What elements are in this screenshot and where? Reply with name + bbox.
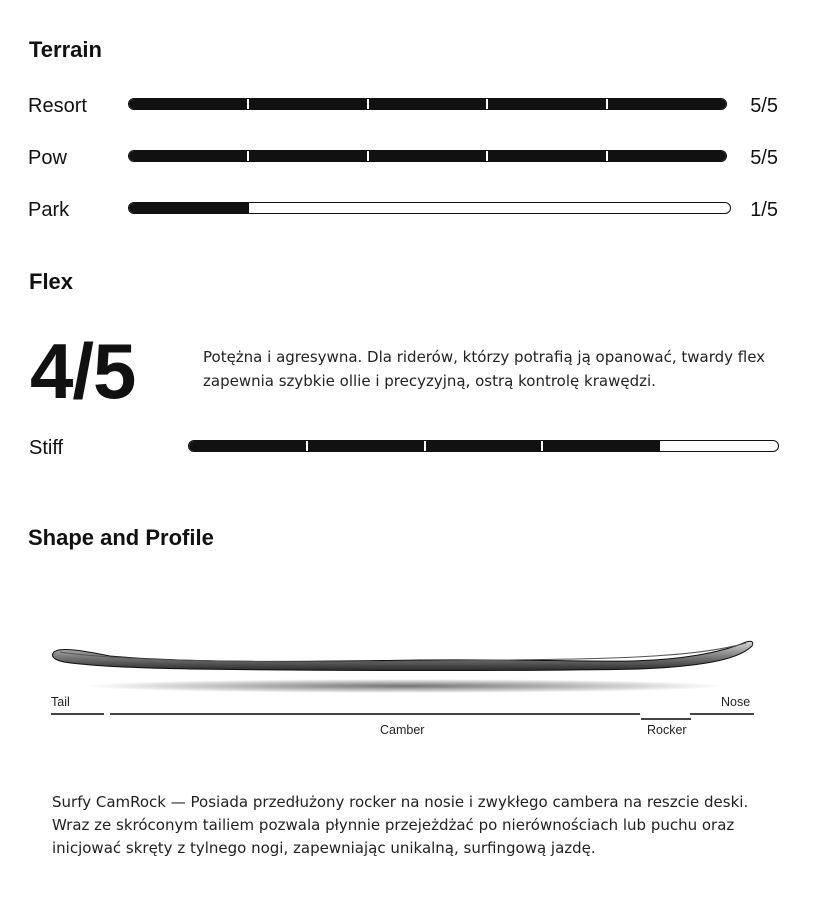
terrain-row-value: 1/5 bbox=[750, 199, 778, 221]
bar-segment-divider bbox=[486, 150, 488, 162]
rating-bar bbox=[128, 202, 731, 214]
profile-title: Shape and Profile bbox=[28, 525, 214, 550]
rocker-line bbox=[641, 718, 691, 720]
terrain-title: Terrain bbox=[29, 37, 102, 62]
bar-segment-divider bbox=[367, 98, 369, 110]
bar-segment-divider bbox=[606, 98, 608, 110]
flex-bar bbox=[188, 440, 779, 452]
terrain-row-label: Resort bbox=[28, 95, 87, 117]
bar-segment-divider bbox=[541, 440, 543, 452]
camber-line bbox=[110, 713, 640, 715]
terrain-row-value: 5/5 bbox=[750, 95, 778, 117]
camber-label: Camber bbox=[380, 723, 425, 737]
bar-segment-divider bbox=[247, 98, 249, 110]
nose-label: Nose bbox=[721, 695, 751, 709]
flex-big-value: 4/5 bbox=[30, 327, 136, 415]
tail-label: Tail bbox=[51, 695, 70, 709]
bar-segment-divider bbox=[306, 440, 308, 452]
bar-segment-divider bbox=[486, 98, 488, 110]
flex-description: Potężna i agresywna. Dla riderów, którzy potrafią ją opanować, twardy flex zapewnia szybkie ollie i precyzyjną, ostrą kontrolę krawędzi. bbox=[203, 348, 766, 390]
bar-fill bbox=[129, 203, 249, 213]
bar-segment-divider bbox=[247, 150, 249, 162]
rocker-label: Rocker bbox=[647, 723, 687, 737]
bar-segment-divider bbox=[606, 150, 608, 162]
bar-segment-divider bbox=[367, 150, 369, 162]
bar-fill bbox=[129, 99, 726, 109]
rating-bar bbox=[128, 98, 727, 110]
rating-bar bbox=[128, 150, 727, 162]
terrain-row-label: Pow bbox=[28, 147, 67, 169]
bar-fill bbox=[129, 151, 726, 161]
board-profile-image bbox=[40, 628, 770, 698]
flex-scale-label: Stiff bbox=[29, 437, 64, 459]
profile-description: Surfy CamRock — Posiada przedłużony rocker na nosie i zwykłego cambera na reszcie deski. Wraz ze skróconym tailiem pozwala płynnie przejeżdżać po nierównościach lub puchu oraz inicjować skręty z tylnego nogi, zapewniając unikalną, surfingową jazdę. bbox=[52, 793, 749, 857]
terrain-row-label: Park bbox=[28, 199, 70, 221]
bar-segment-divider bbox=[424, 440, 426, 452]
flex-title: Flex bbox=[29, 269, 74, 294]
tail-line bbox=[51, 713, 104, 715]
terrain-row-value: 5/5 bbox=[750, 147, 778, 169]
nose-line bbox=[690, 713, 754, 715]
